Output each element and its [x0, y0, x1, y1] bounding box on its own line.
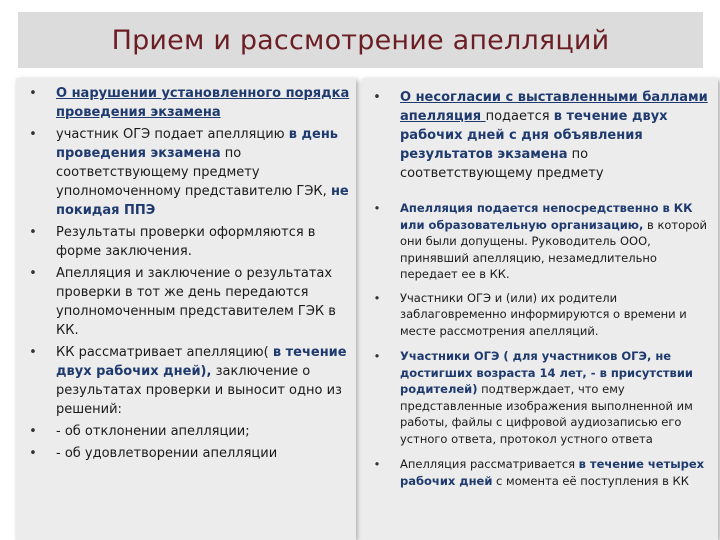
list-item — [29, 264, 352, 340]
item-emphasis: не покидая ППЭ — [56, 184, 349, 218]
left-panel — [16, 78, 356, 540]
item-emphasis: в течение двух рабочих дней с — [400, 109, 668, 143]
item-text: - об удовлетворении апелляции — [56, 446, 278, 461]
item-emphasis: в день проведения экзамена — [56, 127, 339, 161]
list-item — [373, 456, 714, 489]
item-text: Апелляция рассматривается — [400, 457, 579, 471]
item-text: подтверждает, что ему представленные изображения выполненной им работы, файлы с цифровой аудиозаписью его устного ответа, протокол устного ответа — [400, 382, 693, 446]
title-banner — [18, 12, 703, 68]
bullet-icon: • — [29, 446, 37, 461]
list-item — [373, 200, 714, 283]
slide-title: Прием и рассмотрение апелляций — [111, 24, 610, 56]
bullet-icon: • — [29, 225, 37, 240]
list-item — [29, 84, 352, 122]
item-emphasis: апелляция — [400, 109, 486, 124]
bullet-icon: • — [29, 86, 37, 101]
item-emphasis: в течение двух рабочих дней), — [56, 345, 347, 379]
right-bullet-list — [373, 200, 714, 489]
left-bullet-list — [29, 84, 352, 463]
item-emphasis: дня объявления результатов экзамена — [400, 128, 643, 162]
item-emphasis: в течение четырех рабочих дней — [400, 457, 705, 488]
list-item — [29, 444, 352, 463]
list-item — [29, 422, 352, 441]
item-text: Апелляция и заключение о результатах проверки в тот же день передаются уполномоченным представителем ГЭК в КК. — [56, 266, 336, 338]
item-text: по соответствующему предмету уполномоченному представителю ГЭК, — [56, 146, 331, 199]
item-text: Участники ОГЭ и (или) их родители заблаговременно информируются о времени и месте рассмотрения апелляций. — [400, 290, 687, 338]
item-emphasis: Участники ОГЭ ( для участников ОГЭ, не достигших возраста 14 лет, - в присутствии родителей) — [400, 349, 693, 396]
item-text: подается — [485, 109, 554, 124]
list-item — [29, 343, 352, 419]
item-text: в которой они были допущены. Руководитель ООО, принявший апелляцию, незамедлительно передает ее в КК. — [400, 217, 707, 281]
list-item — [373, 348, 714, 447]
item-text: - об отклонении апелляции; — [56, 424, 250, 439]
bullet-icon: • — [373, 457, 381, 471]
item-text: Результаты проверки оформляются в форме заключения. — [56, 225, 316, 259]
right-panel — [362, 78, 718, 540]
right-heading-list — [373, 88, 714, 183]
bullet-icon: • — [29, 266, 37, 281]
list-item — [373, 88, 714, 183]
bullet-icon: • — [29, 424, 37, 439]
item-text: КК рассматривает апелляцию( — [56, 345, 273, 360]
list-item — [29, 223, 352, 261]
bullet-icon: • — [29, 127, 37, 142]
item-text: с момента её поступления в КК — [492, 473, 689, 488]
item-emphasis: О несогласии с выставленными баллами — [400, 90, 708, 105]
bullet-icon: • — [373, 349, 381, 363]
bullet-icon: • — [373, 290, 381, 305]
item-text: по соответствующему предмету — [400, 147, 604, 181]
bullet-icon: • — [373, 90, 381, 105]
list-item — [373, 290, 714, 340]
item-text: О нарушении установленного порядка проведения экзамена — [56, 86, 350, 120]
list-item — [29, 125, 352, 220]
bullet-icon: • — [29, 345, 37, 360]
item-emphasis: Апелляция подается непосредственно в КК или образовательную организацию, — [400, 201, 693, 232]
item-text: участник ОГЭ подает апелляцию — [56, 127, 289, 142]
item-text: заключение о результатах проверки и выносит одно из решений: — [56, 364, 342, 417]
bullet-icon: • — [373, 201, 381, 215]
